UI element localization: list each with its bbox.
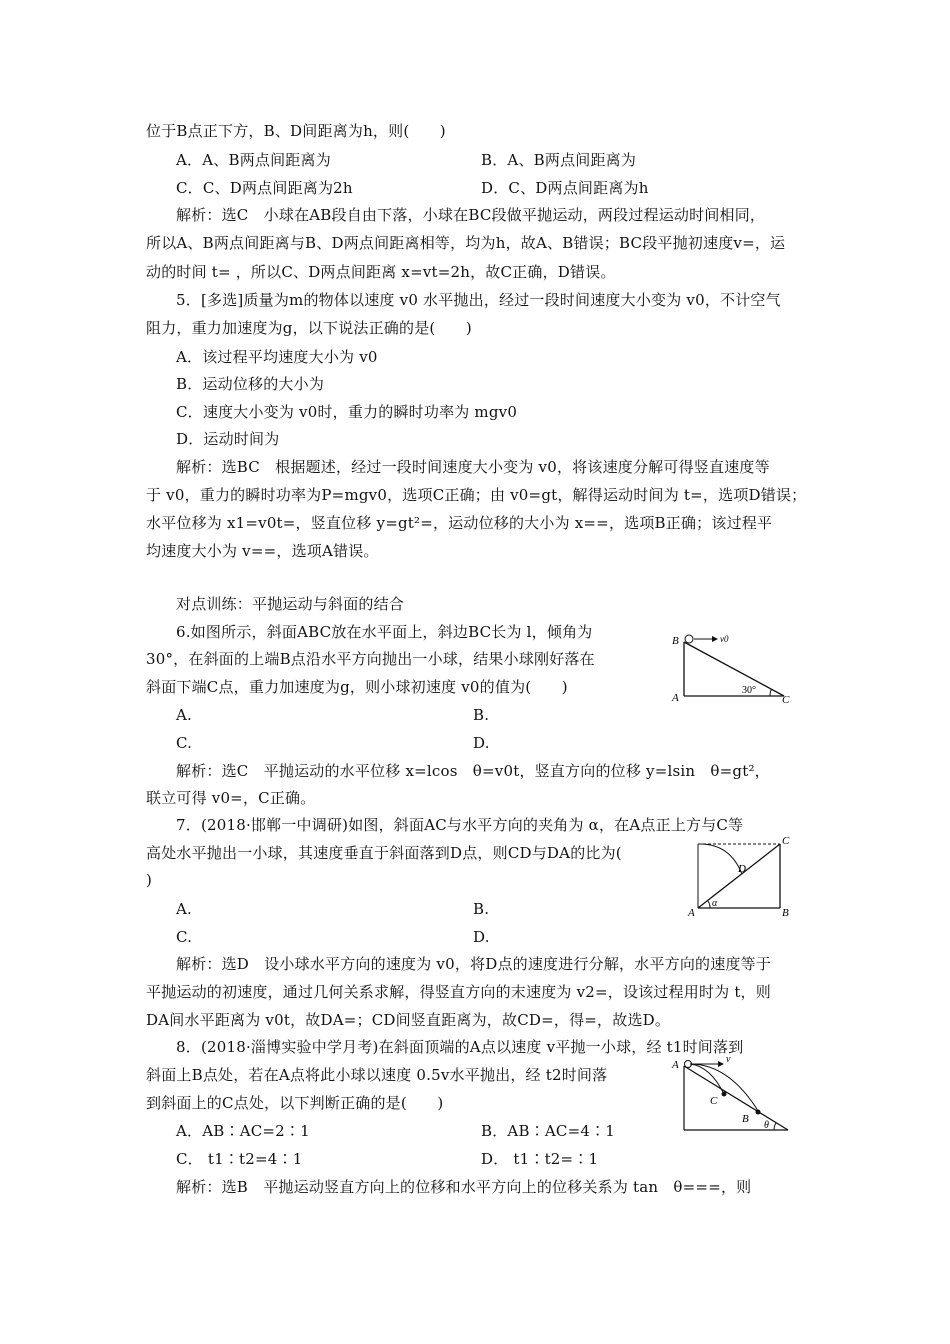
- q7-option-a: A.: [176, 900, 193, 918]
- q7-point-c-label: C: [782, 835, 790, 847]
- q8-point-c-label: C: [710, 1095, 718, 1107]
- q5-option-b: B．运动位移的大小为: [176, 375, 325, 393]
- q5-analysis-line-2: 于 v0，重力的瞬时功率为P=mgv0，选项C正确；由 v0=gt，解得运动时间为 t=，选项D错误；: [146, 486, 807, 504]
- q7-point-b-label: B: [782, 907, 789, 919]
- q4-analysis-line-1: 解析：选C 小球在AB段自由下落，小球在BC段做平抛运动，两段过程运动时间相同，: [176, 206, 766, 224]
- q8-stem-line-3: 到斜面上的C点处，以下判断正确的是( ): [146, 1094, 444, 1112]
- q6-point-a-label: A: [672, 692, 679, 704]
- q6-stem-line-2: 30°，在斜面的上端B点沿水平方向抛出一小球，结果小球刚好落在: [146, 650, 595, 668]
- q7-option-c: C.: [176, 928, 193, 946]
- q6-option-d: D.: [473, 734, 490, 752]
- q7-incline-figure: [680, 834, 800, 920]
- q6-velocity-label: v0: [720, 634, 729, 644]
- q7-angle-label: α: [712, 898, 718, 909]
- q4-option-d: D．C、D两点间距离为h: [481, 179, 649, 197]
- q7-analysis-line-1: 解析：选D 设小球水平方向的速度为 v0，将D点的速度进行分解，水平方向的速度等于: [176, 955, 772, 973]
- q7-analysis-line-3: DA间水平距离为 v0t，故DA=；CD间竖直距离为，故CD=，得=，故选D。: [146, 1011, 671, 1029]
- q6-stem-line-3: 斜面下端C点，重力加速度为g，则小球初速度 v0的值为( ): [146, 678, 568, 696]
- q4-option-a: A．A、B两点间距离为: [176, 151, 331, 169]
- q8-stem-line-2: 斜面上B点处，若在A点将此小球以速度 0.5v水平抛出，经 t2时间落: [146, 1066, 608, 1084]
- q7-stem-line-2: 高处水平抛出一小球，其速度垂直于斜面落到D点，则CD与DA的比为(: [146, 844, 622, 862]
- q6-analysis-line-2: 联立可得 v0=，C正确。: [146, 789, 316, 807]
- q8-point-a-label: A: [672, 1059, 679, 1071]
- q6-stem-line-1: 6.如图所示，斜面ABC放在水平面上，斜边BC长为 l，倾角为: [176, 623, 593, 641]
- q5-option-d: D．运动时间为: [176, 430, 280, 448]
- q8-option-d: D． t1∶t2=∶1: [481, 1150, 599, 1168]
- section-title: 对点训练：平抛运动与斜面的结合: [176, 595, 405, 613]
- q6-incline-figure: [666, 624, 796, 708]
- q4-stem-tail: 位于B点正下方，B、D间距离为h，则( ): [146, 122, 446, 140]
- q6-analysis-line-1: 解析：选C 平抛运动的水平位移 x=lcos θ=v0t，竖直方向的位移 y=lsin θ=gt²，: [176, 762, 770, 780]
- q6-option-b: B.: [473, 706, 490, 724]
- q6-angle-label: 30°: [742, 685, 756, 696]
- q7-point-a-label: A: [688, 907, 695, 919]
- q4-analysis-line-3: 动的时间 t= ，所以C、D两点间距离 x=vt=2h，故C正确，D错误。: [146, 263, 616, 281]
- q5-stem-line-2: 阻力，重力加速度为g，以下说法正确的是( ): [146, 319, 472, 337]
- q7-option-d: D.: [473, 928, 490, 946]
- q5-analysis-line-3: 水平位移为 x1=v0t=，竖直位移 y=gt²=，运动位移的大小为 x==，选项B正确；该过程平: [146, 514, 773, 532]
- q4-analysis-line-2: 所以A、B两点间距离与B、D两点间距离相等，均为h，故A、B错误；BC段平抛初速度v=，运: [146, 234, 786, 252]
- q5-analysis-line-4: 均速度大小为 v==，选项A错误。: [146, 542, 379, 560]
- q8-option-c: C． t1∶t2=4∶1: [176, 1150, 303, 1168]
- q8-point-b-label: B: [742, 1113, 749, 1125]
- q5-option-c: C．速度大小变为 v0时，重力的瞬时功率为 mgv0: [176, 403, 518, 421]
- q7-option-b: B.: [473, 900, 490, 918]
- q6-point-c-label: C: [782, 694, 790, 706]
- q8-option-b: B．AB∶AC=4∶1: [481, 1122, 616, 1140]
- q4-option-b: B．A、B两点间距离为: [481, 151, 637, 169]
- q7-stem-line-1: 7．(2018·邯郸一中调研)如图，斜面AC与水平方向的夹角为 α，在A点正上方与C等: [176, 816, 744, 834]
- q4-option-c: C．C、D两点间距离为2h: [176, 179, 353, 197]
- q5-stem-line-1: 5．[多选]质量为m的物体以速度 v0 水平抛出，经过一段时间速度大小变为 v0，不计空气: [176, 291, 781, 309]
- q8-analysis-line-1: 解析：选B 平抛运动竖直方向上的位移和水平方向上的位移关系为 tan θ===，则: [176, 1178, 752, 1196]
- q8-stem-line-1: 8．(2018·淄博实验中学月考)在斜面顶端的A点以速度 v平抛一小球，经 t1时间落到: [176, 1038, 744, 1056]
- q8-incline-figure: [670, 1054, 794, 1136]
- q8-option-a: A．AB∶AC=2∶1: [176, 1122, 310, 1140]
- q8-angle-label: θ: [764, 1120, 769, 1131]
- q5-analysis-line-1: 解析：选BC 根据题述，经过一段时间速度大小变为 v0，将该速度分解可得竖直速度等: [176, 458, 770, 476]
- q6-point-b-label: B: [672, 635, 679, 647]
- q5-option-a: A．该过程平均速度大小为 v0: [176, 348, 378, 366]
- q6-option-a: A.: [176, 706, 193, 724]
- q7-point-d-label: D: [738, 863, 746, 875]
- q6-option-c: C.: [176, 734, 193, 752]
- q7-stem-line-3: ): [146, 871, 153, 889]
- q8-velocity-label: v: [726, 1054, 731, 1065]
- q7-analysis-line-2: 平抛运动的初速度，通过几何关系求解，得竖直方向的末速度为 v2=，设该过程用时为 t，则: [146, 983, 771, 1001]
